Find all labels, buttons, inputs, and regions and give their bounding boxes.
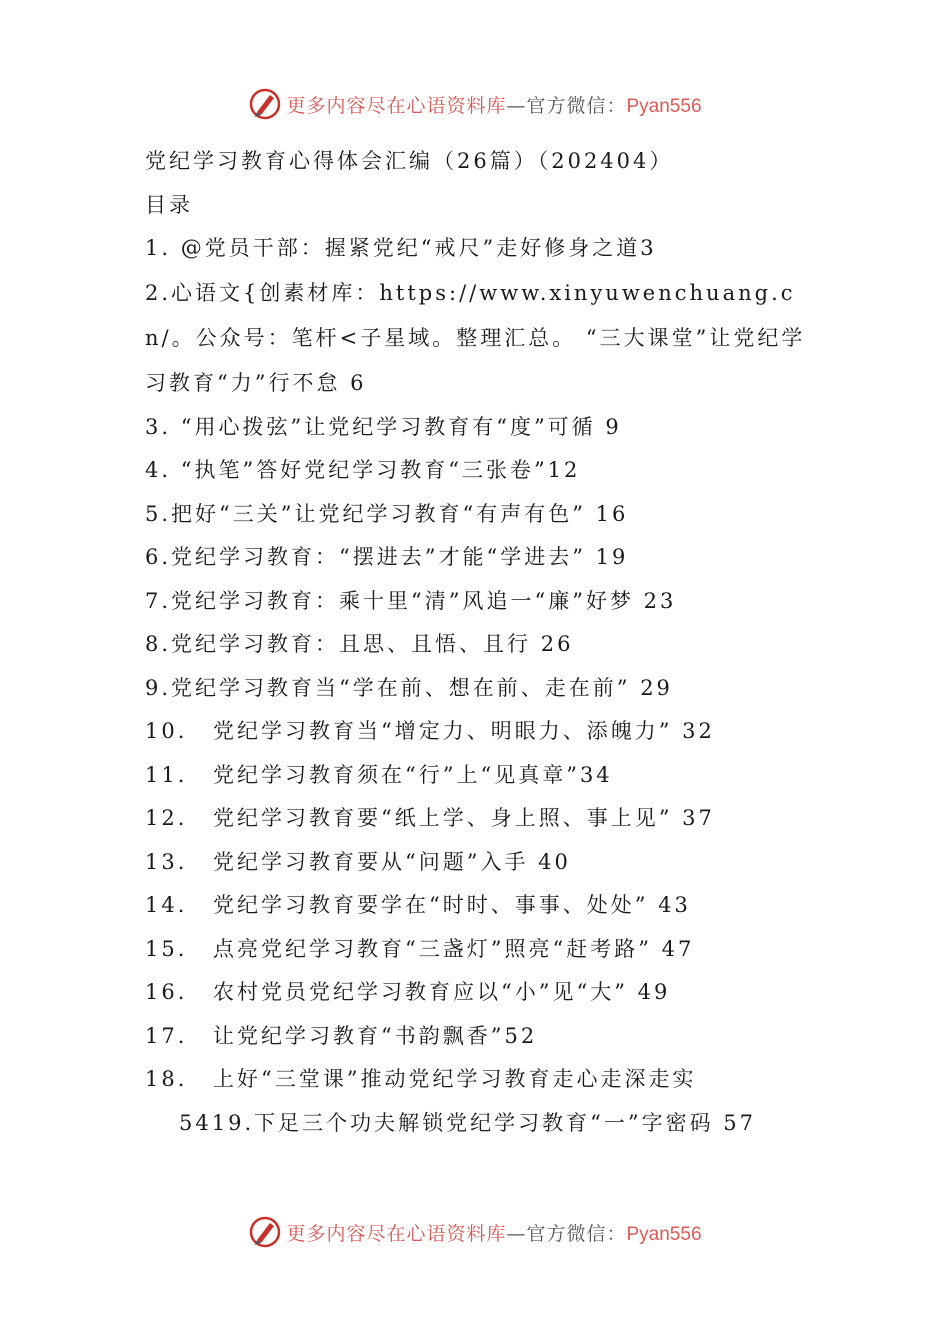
toc-item: 1. @党员干部：握紧党纪“戒尺”走好修身之道3 — [145, 236, 657, 260]
document-title: 党纪学习教育心得体会汇编（26篇）（202404） — [145, 149, 674, 173]
toc-item: 4. “执笔”答好党纪学习教育“三张卷”12 — [145, 458, 581, 482]
toc-item: 10. 党纪学习教育当“增定力、明眼力、添魄力” 32 — [145, 719, 715, 743]
toc-item: 11. 党纪学习教育须在“行”上“见真章”34 — [145, 762, 613, 787]
toc-item: 7.党纪学习教育：乘十里“清”风追一“廉”好梦 23 — [145, 588, 677, 613]
pen-logo-icon — [248, 87, 282, 121]
watermark-main: 更多内容尽在心语资料库 — [286, 1222, 507, 1245]
toc-item: 13. 党纪学习教育要从“问题”入手 40 — [145, 849, 571, 874]
toc-item: 14. 党纪学习教育要学在“时时、事事、处处” 43 — [145, 893, 691, 917]
toc-heading: 目录 — [145, 192, 193, 217]
toc-item: 9.党纪学习教育当“学在前、想在前、走在前” 29 — [145, 675, 673, 700]
watermark-main: 更多内容尽在心语资料库 — [286, 94, 507, 117]
toc-item: 5.把好“三关”让党纪学习教育“有声有色” 16 — [145, 501, 629, 526]
watermark-separator: — — [506, 1222, 527, 1245]
toc-item: 5419.下足三个功夫解锁党纪学习教育“一”字密码 57 — [179, 1110, 756, 1135]
watermark-id: Pyan556 — [626, 1223, 702, 1245]
toc-item: 8.党纪学习教育：且思、且悟、且行 26 — [145, 632, 574, 656]
watermark-side: 官方微信： — [526, 1222, 627, 1245]
toc-item: 18. 上好“三堂课”推动党纪学习教育走心走深走实 — [145, 1067, 697, 1091]
toc-item: 6.党纪学习教育：“摆进去”才能“学进去” 19 — [145, 545, 629, 569]
toc-item: 2.心语文{创素材库：https://www.xinyuwenchuang.cn/。公众号：笔杆<子星域。整理汇总。 “三大课堂”让党纪学习教育“力”行不怠 6 — [145, 280, 806, 395]
toc-item: 16. 农村党员党纪学习教育应以“小”见“大” 49 — [145, 980, 671, 1004]
toc-item: 17. 让党纪学习教育“书韵飘香”52 — [145, 1023, 538, 1048]
toc-item: 15. 点亮党纪学习教育“三盏灯”照亮“赶考路” 47 — [145, 936, 695, 961]
watermark-separator: — — [506, 94, 527, 117]
watermark-text — [286, 1219, 701, 1246]
watermark-side: 官方微信： — [526, 94, 627, 117]
watermark-header — [0, 84, 950, 124]
watermark-footer — [0, 1212, 950, 1252]
toc-item: 3. “用心拨弦”让党纪学习教育有“度”可循 9 — [145, 414, 622, 439]
toc-item: 12. 党纪学习教育要“纸上学、身上照、事上见” 37 — [145, 806, 715, 830]
watermark-text — [286, 91, 701, 118]
watermark-id: Pyan556 — [626, 95, 702, 117]
pen-logo-icon — [248, 1215, 282, 1249]
document-body — [145, 140, 815, 1145]
